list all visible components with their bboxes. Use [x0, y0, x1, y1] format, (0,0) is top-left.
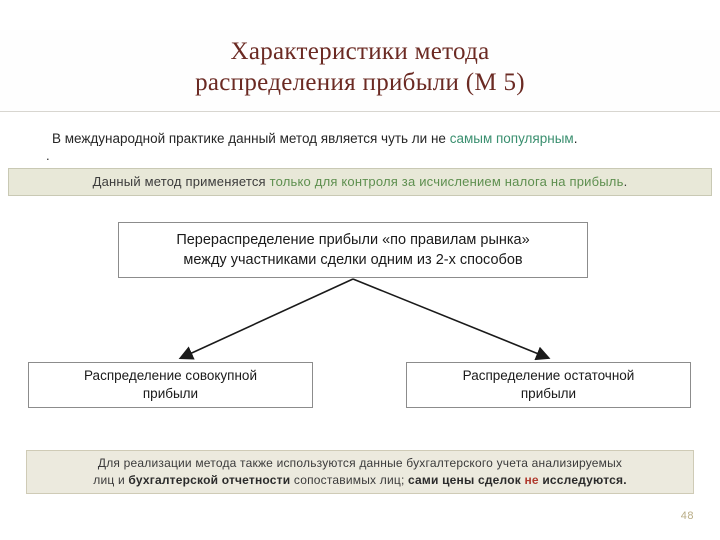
intro-text — [52, 130, 692, 147]
box-right-line-1: Распределение остаточной — [462, 368, 635, 383]
page-title-line-1: Характеристики метода — [230, 38, 490, 65]
note-line-2-red: не — [524, 473, 539, 487]
footer-note-text — [26, 455, 694, 489]
banner-suffix: . — [623, 174, 628, 189]
page-title-line-2: распределения прибыли (М 5) — [195, 69, 525, 96]
box-top-line-2: между участниками сделки одним из 2-х способов — [183, 252, 523, 268]
box-top-line-1: Перераспределение прибыли «по правилам рынка» — [176, 232, 530, 248]
page-title — [60, 36, 660, 98]
box-left-line-1: Распределение совокупной — [84, 368, 257, 383]
note-line-2-part-1: лиц и — [93, 473, 129, 487]
box-left-line-2: прибыли — [142, 386, 199, 401]
box-profit-redistribution — [118, 222, 588, 278]
banner-highlight: только для контроля за исчислением налога на прибыль — [269, 174, 624, 189]
page-number: 48 — [680, 510, 694, 522]
highlight-banner-text — [8, 172, 712, 192]
bullet-dot: . — [46, 148, 50, 163]
note-line-2-bold-1: бухгалтерской отчетности — [128, 473, 291, 487]
intro-prefix: В международной практике данный метод является чуть ли не — [52, 131, 450, 146]
note-line-1: Для реализации метода также используются данные бухгалтерского учета анализируемых — [97, 456, 623, 470]
intro-highlight: самым популярным — [449, 131, 574, 146]
box-residual-profit-distribution — [406, 362, 691, 408]
note-line-2-part-2: сопоставимых лиц; — [290, 473, 409, 487]
intro-suffix: . — [573, 131, 578, 146]
box-total-profit-distribution — [28, 362, 313, 408]
box-right-line-2: прибыли — [520, 386, 577, 401]
note-line-2-bold-2: сами цены сделок — [408, 473, 525, 487]
banner-prefix: Данный метод применяется — [92, 174, 270, 189]
note-line-2-bold-3: исследуются. — [538, 473, 627, 487]
